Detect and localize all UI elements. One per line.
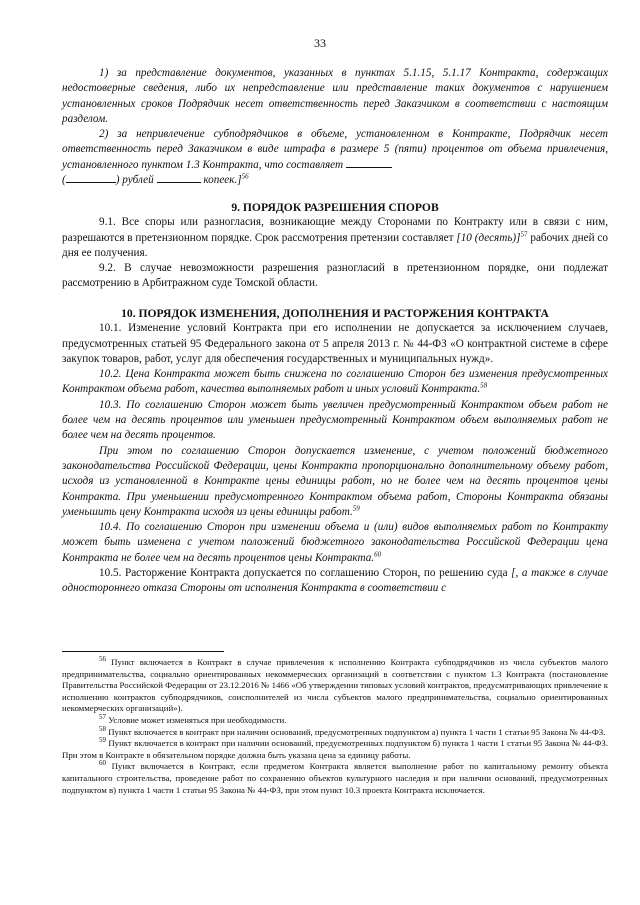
clause-10-1: 10.1. Изменение условий Контракта при его исполнении не допускается за исключением случаев, предусмотренных статьей 95 Федерального закона от 5 апреля 2013 г. № 44-ФЗ «О контрактной системе в сфере закупок товаров, работ, услуг для обеспечения государственных и муниципальных нужд». [62,322,608,365]
section-10 [62,306,608,597]
penalty-item-1: 1) за представление документов, указанных в пунктах 5.1.15, 5.1.17 Контракта, содержащих недостоверные сведения, либо их непредставление или представление таких документов с нарушением установленных сроков Подрядчик несет ответственность перед Заказчиком в соответствии с настоящим разделом. [62,67,608,125]
footnote-ref-59[interactable]: 59 [352,504,360,513]
clause-10-4: 10.4. По соглашению Сторон при изменении объема и (или) видов выполняемых работ по Контракту может быть изменена с учетом положений бюджетного законодательства Российской Федерации цена Контракта не более чем на десять процентов цены Контракта.$^{60}$ [62,521,608,564]
clause-9-1: 9.1. Все споры или разногласия, возникающие между Сторонами по Контракту или в связи с ним, разрешаются в претензионном порядке. Срок рассмотрения претензии составляет [10 (десять)]$^{57}$ рабочих дней со дня ее получения. [62,216,608,259]
footnote-ref-60[interactable]: 60 [374,550,382,559]
footnote-ref-56[interactable]: 56 [241,172,249,181]
footnote-ref-58[interactable]: 58 [480,381,488,390]
clause-10-3-price: При этом по соглашению Сторон допускается изменение, с учетом положений бюджетного законодательства Российской Федерации, цены Контракта пропорционально дополнительному объему работ, исходя из установленной в Контракте цены единицы работ, но не более чем на десять процентов цены Контракта. При уменьшении предусмотренного Контрактом объема работ, Стороны Контракта обязаны уменьшить цену Контракта исходя из цены единицы работ.$^{59}$ [62,444,608,518]
page-number: 33 [314,36,326,50]
footnote-58: $^{58}$ Пункт включается в контракт при наличии оснований, предусмотренных подпунктом а) пункта 1 части 1 статьи 95 Закона № 44-ФЗ. [99,724,606,737]
footnotes [62,657,608,796]
clause-10-2: 10.2. Цена Контракта может быть снижена по соглашению Сторон без изменения предусмотренных Контрактом объема работ, качества выполняемых работ и иных условий Контракта.$^{58}$ [62,368,608,396]
clause-9-2: 9.2. В случае невозможности разрешения разногласий в претензионном порядке, они подлежат рассмотрению в Арбитражном суде Томской области. [62,262,608,290]
section-9-heading: 9. ПОРЯДОК РАЗРЕШЕНИЯ СПОРОВ [231,201,439,214]
footnote-separator [62,651,224,652]
footnote-59: $^{59}$ Пункт включается в контракт при наличии оснований, предусмотренных подпунктом б) пункта 1 части 1 статьи 95 Закона № 44-ФЗ. При этом в Контракте в обязательном порядке должна быть указана цена за единицу работы. [62,736,609,760]
penalty-item-2: 2) за непривлечение субподрядчиков в объеме, установленном в Контракте, Подрядчик несет ответственность перед Заказчиком в виде штрафа в размере 5 (пяти) процентов от объема привлечения, установленного пунктом 1.3 Контракта, что составляет ( ) рублей копеек.]$^{56}$ [62,128,608,187]
section-9 [62,200,608,292]
clause-10-3: 10.3. По соглашению Сторон может быть увеличен предусмотренный Контрактом объем работ не более чем на десять процентов или уменьшен предусмотренный Контрактом объем выполняемых работ не более чем на десять процентов. [62,398,608,442]
footnote-57: $^{57}$ Условие может изменяться при необходимости. [99,713,287,725]
footnote-60: $^{60}$ Пункт включается в Контракт, если предметом Контракта является выполнение работ по капитальному ремонту объекта капитального строительства, проведение работ по сохранению объектов культурного наследия и при наличии оснований, предусмотренных подпунктом в) пункта 1 части 1 статьи 95 Закона № 44-ФЗ, при этом пункт 10.3 проекта Контракта исключается. [62,759,608,795]
section-10-heading: 10. ПОРЯДОК ИЗМЕНЕНИЯ, ДОПОЛНЕНИЯ И РАСТОРЖЕНИЯ КОНТРАКТА [121,307,549,320]
footnote-ref-57[interactable]: 57 [520,229,528,238]
footnote-56: $^{56}$ Пункт включается в Контракт в случае привлечения к исполнению Контракта субподрядчиков из числа субъектов малого предпринимательства, социально ориентированных некоммерческих организаций в соответствии с пунктом 1.3 Контракта (постановление Правительства Российской Федерации от 23.12.2016 № 1466 «Об утверждении типовых условий контрактов, предусматривающих привлечение к исполнению контрактов субподрядчиков, соисполнителей из числа субъектов малого предпринимательства, социально ориентированных некоммерческих организаций»). [62,655,608,714]
clause-10-5: 10.5. Расторжение Контракта допускается по соглашению Сторон, по решению суда [, а также в случае одностороннего отказа Стороны от исполнения Контракта в соответствии с [62,567,608,595]
penalty-items [62,66,608,188]
